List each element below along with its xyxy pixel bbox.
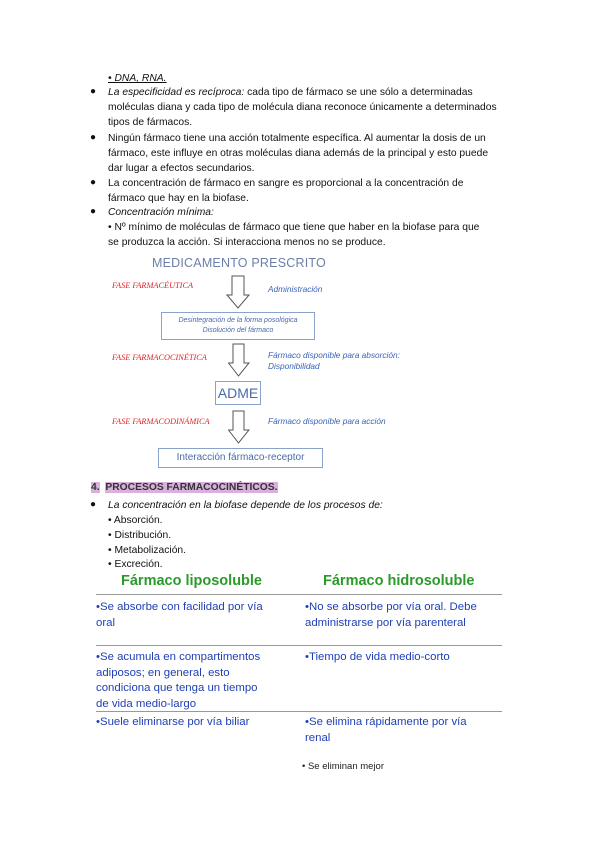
- down-arrow-icon: [226, 275, 250, 309]
- row1-right-cell: [305, 600, 477, 631]
- section-number: 4.: [91, 482, 100, 493]
- process-item: • Absorción.: [108, 515, 163, 526]
- item4-line2: se produzca la acción. Si interacciona menos no se produce.: [108, 237, 386, 248]
- item1-label: La especificidad es recíproca:: [108, 87, 245, 98]
- header-liposoluble: Fármaco liposoluble: [121, 573, 262, 589]
- cell-line: •Se elimina rápidamente por vía: [305, 716, 467, 728]
- row2-right-cell: [305, 650, 450, 666]
- process-item: • Metabolización.: [108, 545, 187, 556]
- section-heading: [91, 482, 278, 493]
- drug-receptor-box: Interacción fármaco-receptor: [158, 448, 323, 468]
- box1-line1: Desintegración de la forma posológica: [178, 317, 298, 324]
- item4-line1: • Nº mínimo de moléculas de fármaco que tiene que haber en la biofase para que: [108, 222, 480, 233]
- phase-pharmacokinetic: FASE FARMACOCINÉTICA: [112, 353, 207, 362]
- row3-right-cell: [305, 715, 467, 746]
- cell-line: adiposos; en general, esto: [96, 666, 230, 679]
- item2-line1: Ningún fármaco tiene una acción totalmente específica. Al aumentar la dosis de un: [108, 133, 486, 144]
- bullet-icon: ●: [90, 499, 97, 510]
- cell-line: de vida medio-largo: [96, 697, 197, 710]
- box1-line2: Disolución del fármaco: [202, 326, 274, 334]
- note2-line1: Fármaco disponible para absorción:: [268, 350, 400, 360]
- down-arrow-icon: [228, 343, 250, 377]
- table-divider: [96, 645, 502, 646]
- bullet-icon: ●: [90, 132, 97, 143]
- item4-label: Concentración mínima:: [108, 207, 214, 218]
- row1-left-cell: [96, 600, 263, 631]
- cell-line: •Se acumula en compartimentos: [96, 651, 261, 663]
- adme-box: ADME: [215, 381, 261, 405]
- cell-line: renal: [305, 731, 331, 744]
- section-intro: La concentración en la biofase depende de los procesos de:: [108, 500, 383, 511]
- cell-line: •Se absorbe con facilidad por vía: [96, 601, 263, 613]
- process-item: • Excreción.: [108, 559, 163, 570]
- note-action: Fármaco disponible para acción: [268, 416, 386, 426]
- header-hidrosoluble: Fármaco hidrosoluble: [323, 573, 475, 589]
- process-item: • Distribución.: [108, 530, 172, 541]
- note-absorption: [268, 350, 400, 372]
- cell-line: •Suele eliminarse por vía biliar: [96, 716, 250, 728]
- item2-line3: dar lugar a efectos secundarios.: [108, 163, 255, 174]
- phase-pharmacodynamic: FASE FARMACODINÁMICA: [112, 417, 210, 426]
- item1-text: cada tipo de fármaco se une sólo a determinadas: [244, 87, 473, 98]
- cell-line: •No se absorbe por vía oral. Debe: [305, 601, 477, 613]
- reciprocal-specificity-item: [108, 85, 473, 101]
- table-divider: [96, 711, 502, 712]
- disintegration-box: [161, 312, 315, 340]
- item2-line2: fármaco, este influye en otras moléculas diana además de la principal y esto puede: [108, 148, 489, 159]
- cell-line: administrarse por vía parenteral: [305, 616, 466, 629]
- note-administration: Administración: [268, 284, 323, 294]
- dna-rna-text: • DNA, RNA.: [108, 73, 167, 84]
- diagram-title: MEDICAMENTO PRESCRITO: [152, 256, 326, 270]
- down-arrow-icon: [228, 410, 250, 444]
- item3-line1: La concentración de fármaco en sangre es proporcional a la concentración de: [108, 178, 464, 189]
- cell-line: condiciona que tenga un tiempo: [96, 682, 258, 694]
- bullet-icon: ●: [90, 86, 97, 97]
- note2-line2: Disponibilidad: [268, 361, 320, 371]
- bullet-icon: ●: [90, 177, 97, 188]
- table-divider: [96, 594, 502, 595]
- cell-line: oral: [96, 616, 115, 629]
- table-footnote: • Se eliminan mejor: [302, 761, 384, 772]
- item1-line3: tipos de fármacos.: [108, 117, 193, 128]
- phase-pharmaceutical: FASE FARMACÉUTICA: [112, 281, 194, 290]
- row2-left-cell: [96, 650, 260, 712]
- cell-line: •Tiempo de vida medio-corto: [305, 651, 450, 663]
- row3-left-cell: [96, 715, 249, 731]
- section-title: PROCESOS FARMACOCINÉTICOS.: [105, 482, 278, 493]
- item3-line2: fármaco que hay en la biofase.: [108, 193, 249, 204]
- bullet-icon: ●: [90, 206, 97, 217]
- item1-line2: moléculas diana y cada tipo de molécula diana reconoce únicamente a determinados: [108, 102, 497, 113]
